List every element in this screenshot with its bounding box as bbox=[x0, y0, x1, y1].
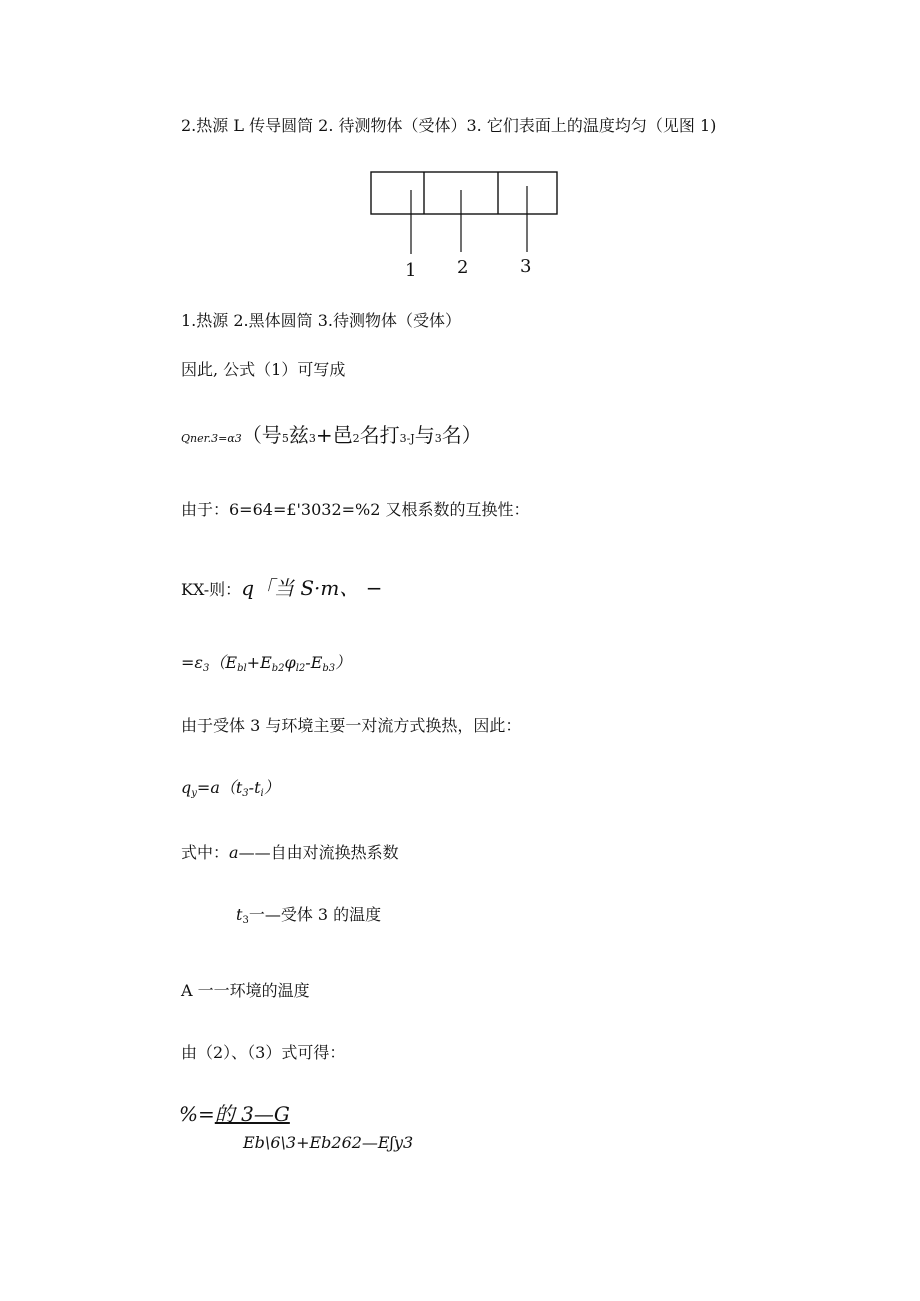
paragraph-figure-description: 2.热源 L 传导圆筒 2. 待测物体（受体）3. 它们表面上的温度均匀（见图 1) bbox=[181, 116, 717, 135]
equation-3: $q_y=a(t_3-t_i)$ bbox=[181, 778, 280, 799]
paragraph-convection: 由于受体 3 与环境主要一对流方式换热，因此： bbox=[181, 716, 522, 735]
paragraph-derive: 由（2）、（3）式可得： bbox=[181, 1043, 346, 1062]
definition-a: 式中：a——自由对流换热系数 bbox=[181, 843, 399, 862]
figure-label-2: 2 bbox=[457, 257, 469, 278]
figure-label-3: 3 bbox=[520, 256, 532, 277]
definition-ambient: A 一一环境的温度 bbox=[181, 981, 310, 1000]
equation-2-line-1: KX-则：q「当 S·m、 − bbox=[181, 576, 383, 600]
figure-1-diagram bbox=[360, 166, 570, 286]
definition-t3: $t_3$一—受体 3 的温度 bbox=[236, 905, 382, 926]
equation-4-numerator: %=的 3—G bbox=[179, 1102, 290, 1126]
figure-caption: 1.热源 2.黑体圆筒 3.待测物体（受体） bbox=[181, 311, 461, 330]
eq1-lhs: Qner.3=α3 bbox=[181, 432, 242, 445]
equation-4-denominator: Eb\6\3+Eb262—Eʃy3 bbox=[243, 1133, 414, 1152]
paragraph-reciprocity: 由于：6=64=£'3032=%2 又根系数的互换性： bbox=[181, 500, 530, 519]
cylinder-outline bbox=[371, 172, 557, 214]
figure-label-1: 1 bbox=[405, 260, 417, 281]
paragraph-formula-intro: 因此, 公式（1）可写成 bbox=[181, 360, 346, 379]
figure-1-svg bbox=[360, 166, 570, 286]
equation-2-line-2: $=\varepsilon_3(E_{bl}+E_{b2}\varphi_{l2}-E_{b3})$ bbox=[181, 653, 352, 674]
equation-1: Qner.3=α3（号5兹3+邑2名打3-J与3名） bbox=[181, 423, 482, 447]
